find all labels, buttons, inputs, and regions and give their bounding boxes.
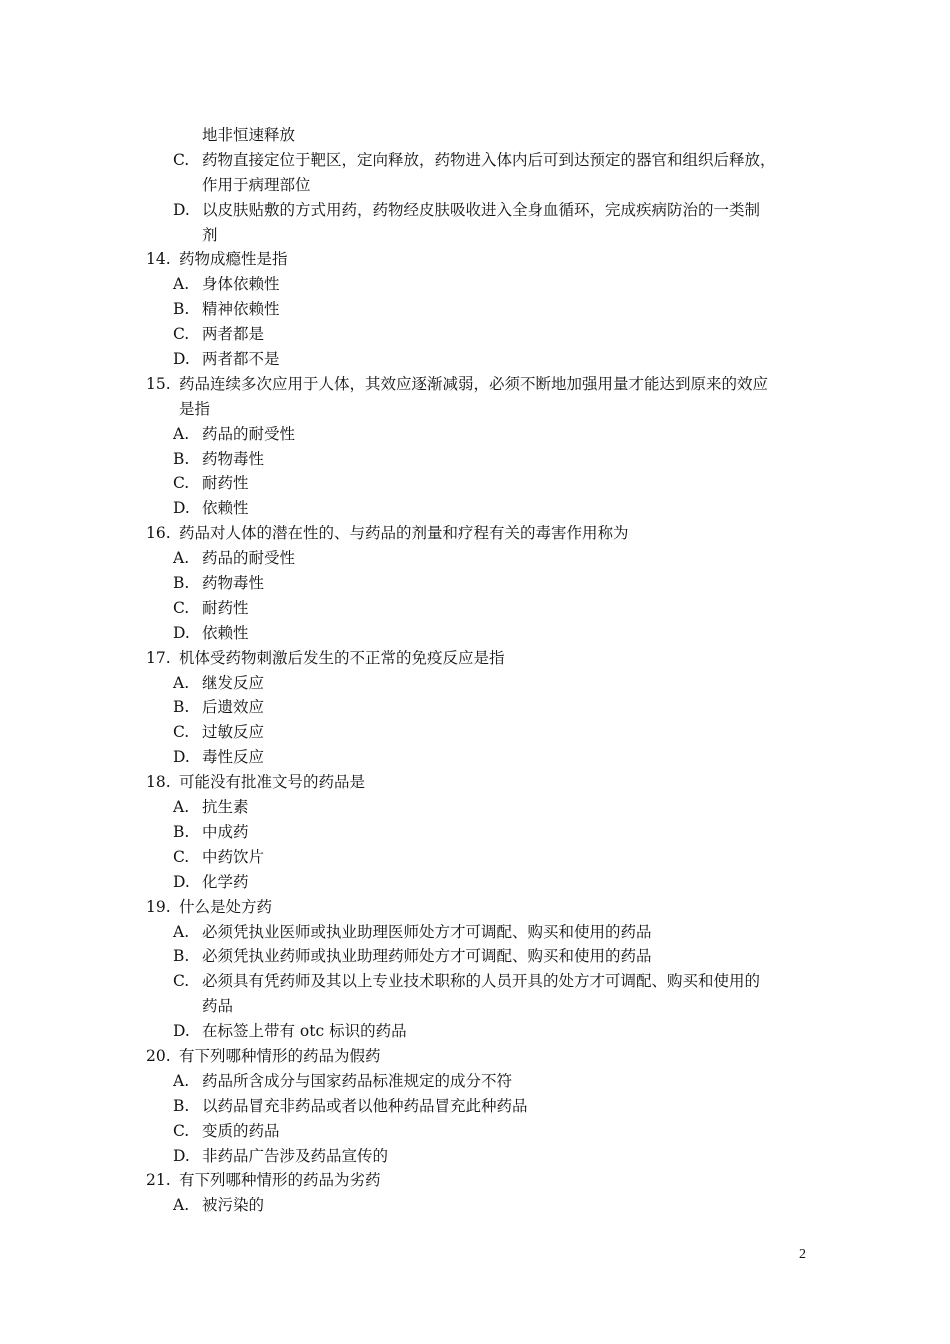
option-text: 过敏反应 <box>202 723 265 742</box>
option-text: 依赖性 <box>202 623 249 642</box>
option-text: 药物毒性 <box>202 449 265 468</box>
option-line <box>0 447 950 472</box>
question-text: 有下列哪种情形的药品为假药 <box>179 1046 381 1065</box>
question-line <box>0 1044 950 1069</box>
page-number: 2 <box>799 1247 806 1262</box>
option-line <box>0 621 950 646</box>
option-label: B. <box>173 822 190 841</box>
option-label: D. <box>173 623 190 642</box>
option-label: D. <box>173 499 190 518</box>
option-text: 两者都是 <box>202 325 265 344</box>
option-continuation <box>0 173 950 198</box>
option-line <box>0 198 950 223</box>
option-text: 耐药性 <box>202 474 249 493</box>
option-label: A. <box>173 673 190 692</box>
option-line <box>0 496 950 521</box>
question-line <box>0 247 950 272</box>
option-label: A. <box>173 1071 190 1090</box>
option-text: 精神依赖性 <box>202 300 280 319</box>
question-text: 有下列哪种情形的药品为劣药 <box>179 1171 381 1190</box>
question-text: 机体受药物刺激后发生的不正常的免疫反应是指 <box>179 648 505 667</box>
option-text: 变质的药品 <box>202 1121 280 1140</box>
option-line <box>0 571 950 596</box>
option-text: 后遗效应 <box>202 698 265 717</box>
question-text: 是指 <box>179 399 211 418</box>
option-line <box>0 745 950 770</box>
option-label: A. <box>173 798 190 817</box>
question-line <box>0 372 950 397</box>
question-number: 16. <box>146 524 171 543</box>
option-label: C. <box>173 723 190 742</box>
option-text: 作用于病理部位 <box>202 175 311 194</box>
option-text: 身体依赖性 <box>202 275 280 294</box>
option-line <box>0 920 950 945</box>
option-text: 被污染的 <box>202 1196 265 1215</box>
option-line <box>0 347 950 372</box>
option-text: 抗生素 <box>202 798 249 817</box>
question-line <box>0 521 950 546</box>
option-line <box>0 969 950 994</box>
option-line <box>0 1119 950 1144</box>
question-number: 15. <box>146 374 171 393</box>
option-text: 两者都不是 <box>202 350 280 369</box>
option-text: 依赖性 <box>202 499 249 518</box>
option-label: C. <box>173 474 190 493</box>
option-line <box>0 546 950 571</box>
question-list <box>0 123 950 1218</box>
option-label: D. <box>173 200 190 219</box>
option-line <box>0 695 950 720</box>
option-label: D. <box>173 748 190 767</box>
option-text: 中成药 <box>202 822 249 841</box>
option-line <box>0 322 950 347</box>
option-label: B. <box>173 300 190 319</box>
option-text: 药物直接定位于靶区，定向释放，药物进入体内后可到达预定的器官和组织后释放， <box>202 150 776 169</box>
question-text: 药品连续多次应用于人体，其效应逐渐减弱，必须不断地加强用量才能达到原来的效应 <box>179 374 769 393</box>
question-text: 可能没有批准文号的药品是 <box>179 773 366 792</box>
option-line <box>0 297 950 322</box>
question-line <box>0 1168 950 1193</box>
question-number: 17. <box>146 648 171 667</box>
option-label: B. <box>173 1096 190 1115</box>
option-line <box>0 820 950 845</box>
option-label: B. <box>173 449 190 468</box>
option-line <box>0 148 950 173</box>
option-text: 继发反应 <box>202 673 265 692</box>
option-line <box>0 1144 950 1169</box>
option-label: C. <box>173 972 190 991</box>
option-text: 剂 <box>202 225 218 244</box>
question-number: 21. <box>146 1171 171 1190</box>
question-continuation <box>0 397 950 422</box>
question-number: 18. <box>146 773 171 792</box>
option-label: C. <box>173 847 190 866</box>
option-text: 毒性反应 <box>202 748 265 767</box>
option-label: B. <box>173 698 190 717</box>
option-label: A. <box>173 922 190 941</box>
option-label: C. <box>173 598 190 617</box>
option-line <box>0 720 950 745</box>
option-label: D. <box>173 1022 190 1041</box>
question-line <box>0 770 950 795</box>
option-text: 以药品冒充非药品或者以他种药品冒充此种药品 <box>202 1096 528 1115</box>
question-line <box>0 646 950 671</box>
option-text: 地非恒速释放 <box>202 126 296 144</box>
option-line <box>0 471 950 496</box>
option-text: 药品的耐受性 <box>202 424 296 443</box>
option-line <box>0 1094 950 1119</box>
option-continuation <box>0 223 950 248</box>
question-text: 药物成瘾性是指 <box>179 250 288 269</box>
option-text: 药物毒性 <box>202 574 265 593</box>
option-line <box>0 671 950 696</box>
option-text: 化学药 <box>202 872 249 891</box>
option-label: D. <box>173 1146 190 1165</box>
option-label: A. <box>173 275 190 294</box>
option-label: B. <box>173 947 190 966</box>
option-label: D. <box>173 872 190 891</box>
option-text: 中药饮片 <box>202 847 265 866</box>
option-line <box>0 1069 950 1094</box>
option-text: 药品所含成分与国家药品标准规定的成分不符 <box>202 1071 513 1090</box>
option-label: C. <box>173 150 190 169</box>
option-line <box>0 1019 950 1044</box>
option-label: A. <box>173 549 190 568</box>
option-text: 在标签上带有 otc 标识的药品 <box>202 1022 407 1041</box>
option-text: 必须凭执业医师或执业助理医师处方才可调配、购买和使用的药品 <box>202 922 652 941</box>
option-line <box>0 870 950 895</box>
option-text: 药品的耐受性 <box>202 549 296 568</box>
option-label: A. <box>173 1196 190 1215</box>
question-number: 20. <box>146 1046 171 1065</box>
question-number: 19. <box>146 897 171 916</box>
option-line <box>0 422 950 447</box>
option-line <box>0 795 950 820</box>
option-label: C. <box>173 1121 190 1140</box>
option-text: 必须具有凭药师及其以上专业技术职称的人员开具的处方才可调配、购买和使用的 <box>202 972 761 991</box>
option-label: B. <box>173 574 190 593</box>
option-text: 耐药性 <box>202 598 249 617</box>
question-text: 药品对人体的潜在性的、与药品的剂量和疗程有关的毒害作用称为 <box>179 524 629 543</box>
option-line <box>0 596 950 621</box>
option-text: 药品 <box>202 997 234 1016</box>
option-continuation <box>0 994 950 1019</box>
option-line <box>0 272 950 297</box>
question-text: 什么是处方药 <box>179 897 273 916</box>
option-line <box>0 845 950 870</box>
question-number: 14. <box>146 250 171 269</box>
option-label: C. <box>173 325 190 344</box>
option-label: D. <box>173 350 190 369</box>
option-text: 以皮肤贴敷的方式用药，药物经皮肤吸收进入全身血循环，完成疾病防治的一类制 <box>202 200 761 219</box>
question-line <box>0 895 950 920</box>
option-label: A. <box>173 424 190 443</box>
option-text: 非药品广告涉及药品宣传的 <box>202 1146 389 1165</box>
option-text: 必须凭执业药师或执业助理药师处方才可调配、购买和使用的药品 <box>202 947 652 966</box>
option-line <box>0 944 950 969</box>
option-line <box>0 1193 950 1218</box>
option-continuation <box>0 123 950 148</box>
